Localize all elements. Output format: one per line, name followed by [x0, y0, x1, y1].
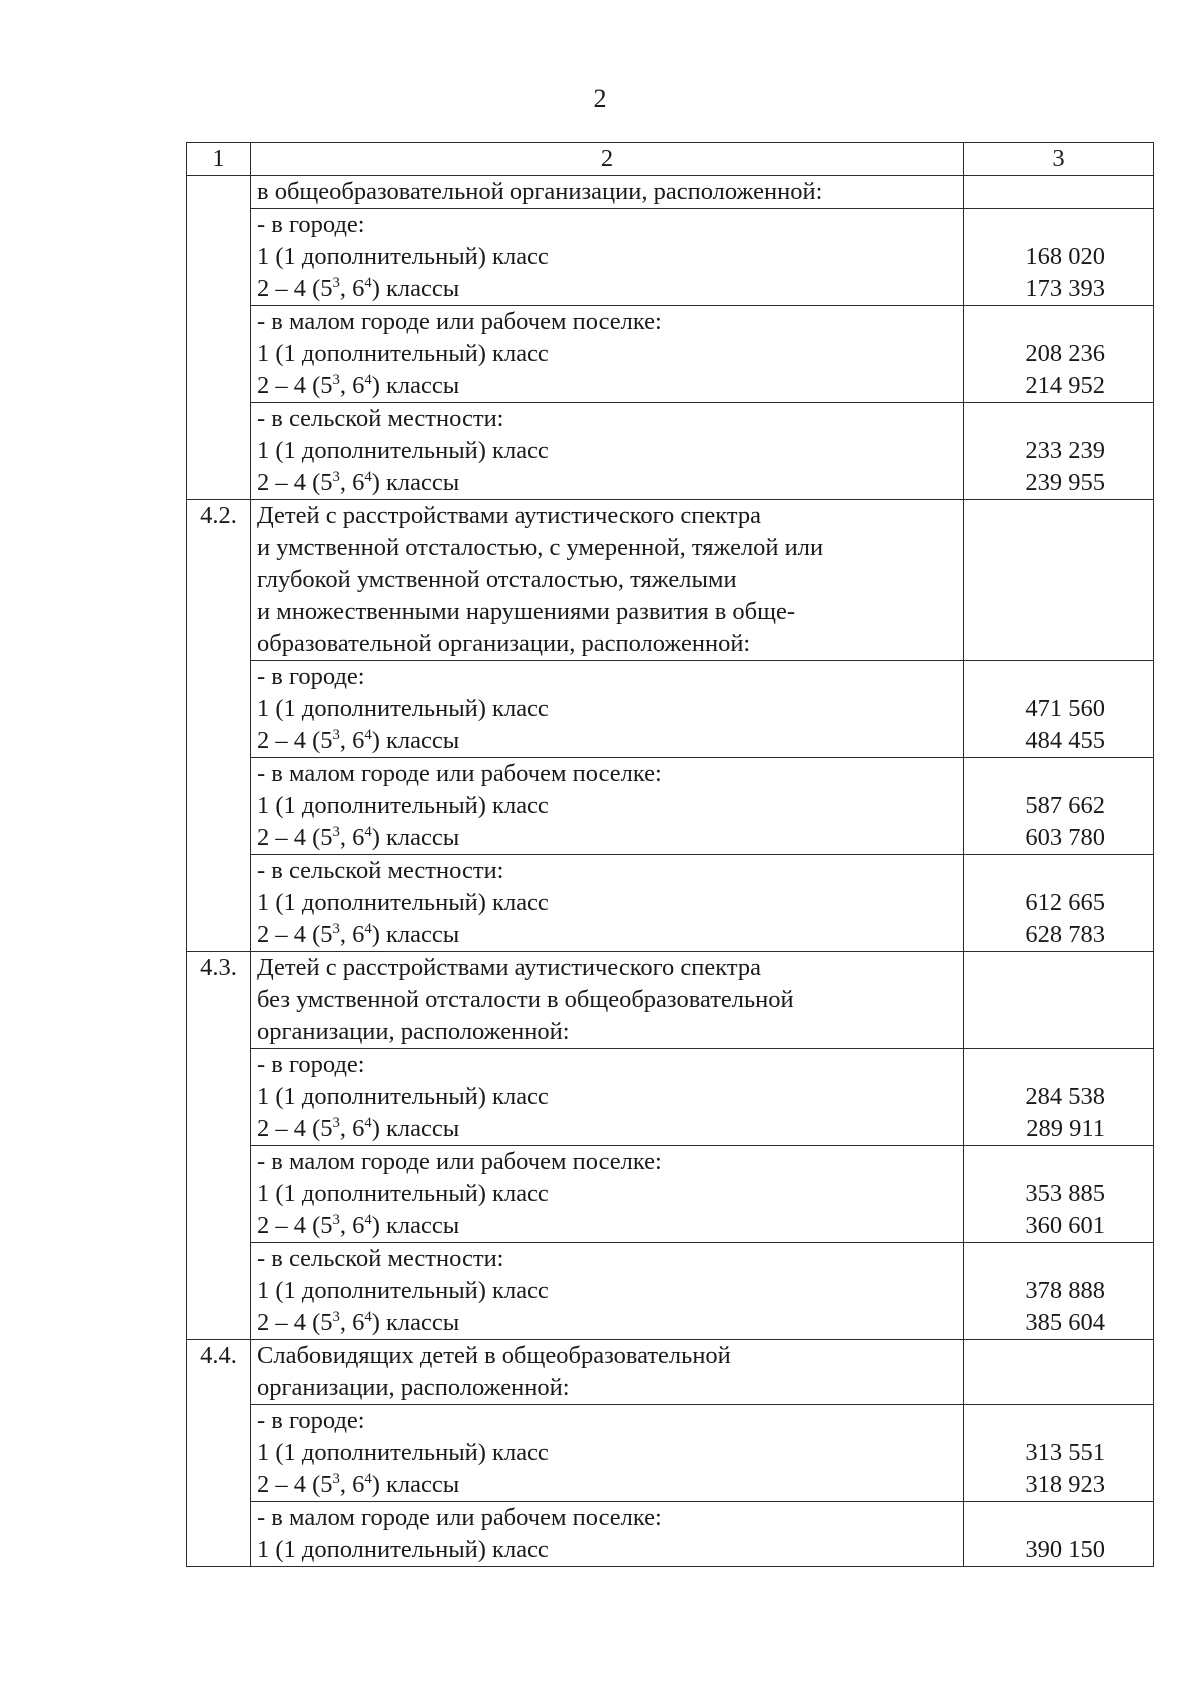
- section-description: Детей с расстройствами аутистического спектра без умственной отсталости в общеобразовательной организации, расположенной:: [251, 952, 964, 1049]
- class-label: 1 (1 дополнительный) класс: [257, 695, 549, 722]
- class-range-label: 2 – 4 ($5^3$, $6^4$) классы: [257, 1308, 460, 1336]
- location-label: - в малом городе или рабочем поселке:: [257, 1504, 662, 1531]
- value-cell-empty: [964, 1340, 1154, 1405]
- class-label: 1 (1 дополнительный) класс: [257, 1180, 549, 1207]
- value: 233 239: [1025, 437, 1105, 464]
- location-block-city: [251, 661, 964, 758]
- table-row: [187, 1502, 1154, 1567]
- table-row: [187, 661, 1154, 758]
- header-col-3: 3: [964, 143, 1154, 176]
- location-block-small-town: [251, 306, 964, 403]
- table-row: [187, 952, 1154, 1049]
- table-row: [187, 1146, 1154, 1243]
- value-cell: [964, 1049, 1154, 1146]
- location-block-small-town: [251, 758, 964, 855]
- location-block-small-town: [251, 1146, 964, 1243]
- value-cell-empty: [964, 500, 1154, 661]
- location-block-rural: [251, 855, 964, 952]
- value: 313 551: [1025, 1439, 1105, 1466]
- row-number-empty: [187, 176, 251, 209]
- class-label: 1 (1 дополнительный) класс: [257, 437, 549, 464]
- table-row: [187, 1049, 1154, 1146]
- value-cell-empty: [964, 176, 1154, 209]
- location-label: - в малом городе или рабочем поселке:: [257, 1148, 662, 1175]
- location-label: - в малом городе или рабочем поселке:: [257, 308, 662, 335]
- section-description: Слабовидящих детей в общеобразовательной организации, расположенной:: [251, 1340, 964, 1405]
- class-label: 1 (1 дополнительный) класс: [257, 340, 549, 367]
- class-range-label: 2 – 4 ($5^3$, $6^4$) классы: [257, 371, 460, 399]
- value: 353 885: [1025, 1180, 1105, 1207]
- class-range-label: 2 – 4 ($5^3$, $6^4$) классы: [257, 726, 460, 754]
- class-range-label: 2 – 4 ($5^3$, $6^4$) классы: [257, 920, 460, 948]
- class-label: 1 (1 дополнительный) класс: [257, 1439, 549, 1466]
- value: 628 783: [1025, 921, 1105, 948]
- location-block-city: [251, 209, 964, 306]
- location-label: - в сельской местности:: [257, 857, 504, 884]
- value-cell: [964, 1146, 1154, 1243]
- section-description: Детей с расстройствами аутистического спектра и умственной отсталостью, с умеренной, тяжелой или глубокой умственной отсталостью, тяжелыми и множественными нарушениями развития в обще- образовательной организации, расположенной:: [251, 500, 964, 661]
- value: 484 455: [1025, 727, 1105, 754]
- value: 239 955: [1025, 469, 1105, 496]
- value: 318 923: [1025, 1471, 1105, 1498]
- class-label: 1 (1 дополнительный) класс: [257, 243, 549, 270]
- location-block-rural: [251, 403, 964, 500]
- tariff-table: [186, 142, 1154, 1567]
- class-label: 1 (1 дополнительный) класс: [257, 1536, 549, 1563]
- value: 289 911: [1026, 1115, 1105, 1142]
- header-col-2: 2: [251, 143, 964, 176]
- class-range-label: 2 – 4 ($5^3$, $6^4$) классы: [257, 1114, 460, 1142]
- location-block-small-town: [251, 1502, 964, 1567]
- value: 390 150: [1025, 1536, 1105, 1563]
- row-number: 4.4.: [187, 1340, 251, 1405]
- value-cell: [964, 758, 1154, 855]
- table-row: [187, 306, 1154, 403]
- value-cell-empty: [964, 952, 1154, 1049]
- location-label: - в городе:: [257, 663, 365, 690]
- value: 385 604: [1025, 1309, 1105, 1336]
- class-label: 1 (1 дополнительный) класс: [257, 889, 549, 916]
- value: 612 665: [1025, 889, 1105, 916]
- location-label: - в сельской местности:: [257, 1245, 504, 1272]
- class-range-label: 2 – 4 ($5^3$, $6^4$) классы: [257, 468, 460, 496]
- location-block-city: [251, 1405, 964, 1502]
- value: 603 780: [1025, 824, 1105, 851]
- value-cell: [964, 209, 1154, 306]
- class-range-label: 2 – 4 ($5^3$, $6^4$) классы: [257, 274, 460, 302]
- table-row: [187, 1243, 1154, 1340]
- header-col-1: 1: [187, 143, 251, 176]
- location-block-rural: [251, 1243, 964, 1340]
- table-row: [187, 1340, 1154, 1405]
- row-number: 4.2.: [187, 500, 251, 661]
- table-row: [187, 209, 1154, 306]
- value: 360 601: [1025, 1212, 1105, 1239]
- class-label: 1 (1 дополнительный) класс: [257, 1277, 549, 1304]
- value-cell: [964, 1243, 1154, 1340]
- value: 471 560: [1025, 695, 1105, 722]
- value: 208 236: [1025, 340, 1105, 367]
- class-label: 1 (1 дополнительный) класс: [257, 1083, 549, 1110]
- location-label: - в городе:: [257, 1051, 365, 1078]
- class-range-label: 2 – 4 ($5^3$, $6^4$) классы: [257, 823, 460, 851]
- row-number: 4.3.: [187, 952, 251, 1049]
- table-row: [187, 176, 1154, 209]
- value-cell: [964, 403, 1154, 500]
- continuation-heading: в общеобразовательной организации, расположенной:: [251, 176, 964, 209]
- value-cell: [964, 855, 1154, 952]
- class-range-label: 2 – 4 ($5^3$, $6^4$) классы: [257, 1211, 460, 1239]
- value: 214 952: [1025, 372, 1105, 399]
- table-row: [187, 500, 1154, 661]
- value-cell: [964, 661, 1154, 758]
- class-label: 1 (1 дополнительный) класс: [257, 792, 549, 819]
- value: 168 020: [1025, 243, 1105, 270]
- location-block-city: [251, 1049, 964, 1146]
- page-number: 2: [593, 84, 607, 113]
- table-row: [187, 855, 1154, 952]
- table-row: [187, 758, 1154, 855]
- class-range-label: 2 – 4 ($5^3$, $6^4$) классы: [257, 1470, 460, 1498]
- value: 173 393: [1025, 275, 1105, 302]
- table-row: [187, 403, 1154, 500]
- value-cell: [964, 1405, 1154, 1502]
- location-label: - в сельской местности:: [257, 405, 504, 432]
- value-cell: [964, 1502, 1154, 1567]
- location-label: - в городе:: [257, 211, 365, 238]
- value: 378 888: [1025, 1277, 1105, 1304]
- table-header-row: [187, 143, 1154, 176]
- location-label: - в малом городе или рабочем поселке:: [257, 760, 662, 787]
- value: 284 538: [1025, 1083, 1105, 1110]
- location-label: - в городе:: [257, 1407, 365, 1434]
- value-cell: [964, 306, 1154, 403]
- value: 587 662: [1025, 792, 1105, 819]
- table-row: [187, 1405, 1154, 1502]
